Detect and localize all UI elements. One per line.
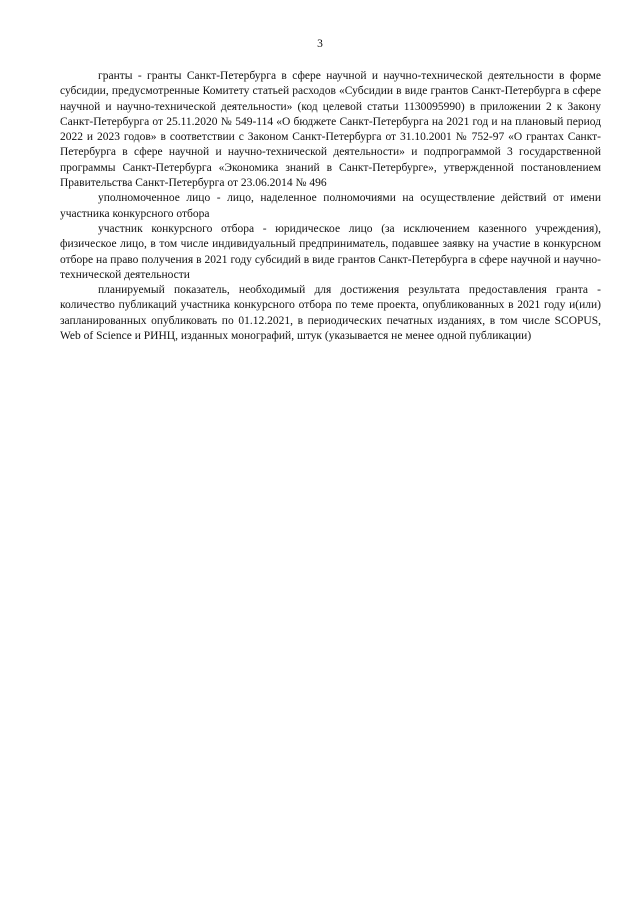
page-number: 3 bbox=[317, 38, 323, 50]
definition-grants-paragraph: гранты - гранты Санкт-Петербурга в сфере научной и научно-технической деятельности в форме субсидии, предусмотренные Комитету статьей расходов «Субсидии в виде грантов Санкт-Петербурга в сфере научной и научно-технической деятельности» (код целевой статьи 1130095990) в приложении 2 к Закону Санкт-Петербурга от 25.11.2020 № 549-114 «О бюджете Санкт-Петербурга на 2021 год и на плановый период 2022 и 2023 годов» в соответствии с Законом Санкт-Петербурга от 31.10.2001 № 752-97 «О грантах Санкт-Петербурга в сфере научной и научно-технической деятельности» и подпрограммой 3 государственной программы Санкт-Петербурга «Экономика знаний в Санкт-Петербурге», утвержденной постановлением Правительства Санкт-Петербурга от 23.06.2014 № 496 bbox=[60, 70, 601, 190]
definition-authorized-person-paragraph: уполномоченное лицо - лицо, наделенное полномочиями на осуществление действий от имени участника конкурсного отбора bbox=[60, 192, 601, 220]
document-body bbox=[60, 69, 601, 344]
definition-planned-indicator-paragraph: планируемый показатель, необходимый для достижения результата предоставления гранта - количество публикаций участника конкурсного отбора по теме проекта, опубликованных в 2021 году и(или) запланированных опубликовать по 01.12.2021, в периодических печатных изданиях, в том числе SCOPUS, Web of Science и РИНЦ, изданных монографий, штук (указывается не менее одной публикации) bbox=[60, 284, 601, 343]
definition-participant-paragraph: участник конкурсного отбора - юридическое лицо (за исключением казенного учреждения), физическое лицо, в том числе индивидуальный предприниматель, подавшее заявку на участие в конкурсном отборе на право получения в 2021 году субсидий в виде грантов Санкт-Петербурга в сфере научной и научно-технической деятельности bbox=[60, 222, 601, 281]
